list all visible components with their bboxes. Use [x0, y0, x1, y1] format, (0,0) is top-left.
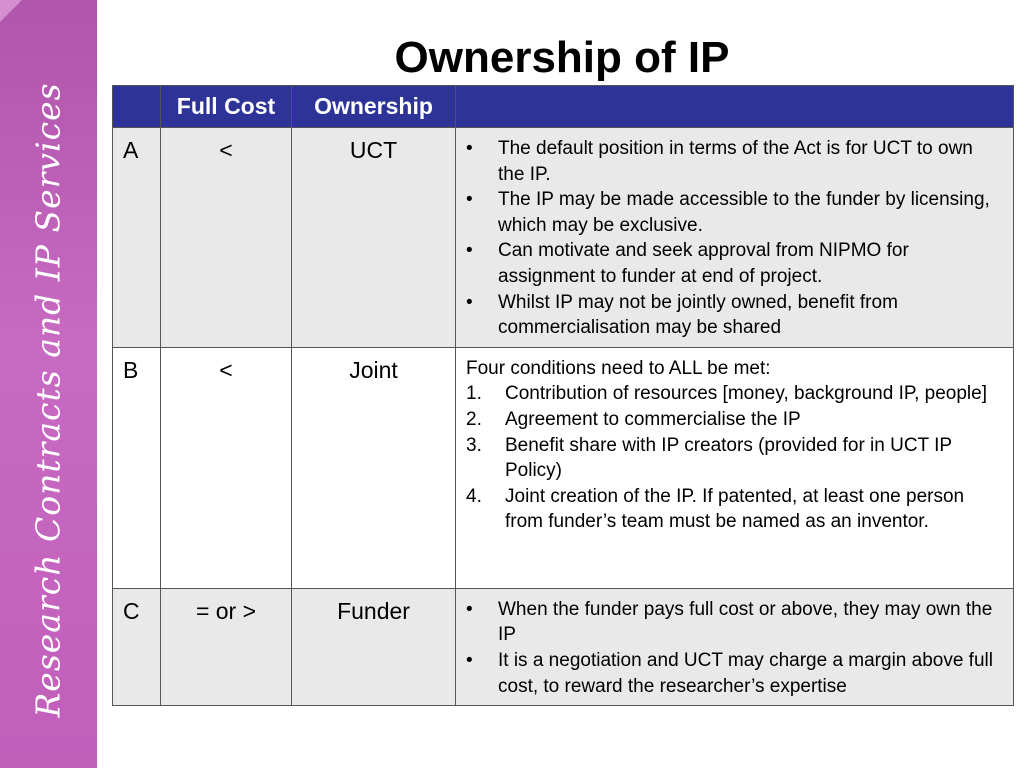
conditions-intro: Four conditions need to ALL be met: [466, 357, 771, 379]
number-marker: 3. [466, 434, 482, 456]
list-item [466, 238, 1003, 289]
list-item [466, 187, 1003, 238]
number-marker: 2. [466, 408, 482, 430]
bullet-marker: • [466, 138, 473, 159]
list-item-text: Benefit share with IP creators (provided for in UCT IP Policy) [505, 434, 952, 482]
numbered-list [466, 381, 1003, 535]
list-item [466, 381, 1003, 407]
list-item [466, 433, 1003, 484]
ownership-cell: Joint [292, 347, 456, 588]
full-cost-cell: < [161, 128, 292, 348]
bullet-marker: • [466, 649, 473, 671]
list-item-text: The default position in terms of the Act is for UCT to own the IP. [498, 138, 973, 185]
list-item-text: Contribution of resources [money, background IP, people] [505, 383, 987, 405]
table-header-row [113, 86, 1014, 128]
list-item-text: Whilst IP may not be jointly owned, benefit from commercialisation may be shared [498, 291, 898, 339]
ownership-cell: UCT [292, 128, 456, 348]
description-cell [456, 128, 1014, 348]
list-item [466, 136, 1003, 187]
header-full-cost: Full Cost [161, 86, 292, 128]
bullet-marker: • [466, 291, 473, 313]
list-item [466, 648, 1003, 699]
ip-ownership-table [112, 85, 1014, 706]
bullet-list [466, 136, 1003, 341]
row-label: C [113, 588, 161, 705]
sidebar-label: Research Contracts and IP Services [28, 82, 68, 718]
sidebar-banner [0, 0, 97, 768]
table-row [113, 128, 1014, 348]
list-item-text: Agreement to commercialise the IP [505, 408, 801, 430]
number-marker: 4. [466, 485, 482, 507]
description-cell [456, 347, 1014, 588]
description-cell [456, 588, 1014, 705]
list-item-text: When the funder pays full cost or above, they may own the IP [498, 598, 993, 646]
list-item [466, 407, 1003, 433]
number-marker: 1. [466, 383, 482, 405]
bullet-marker: • [466, 240, 473, 262]
list-item [466, 290, 1003, 341]
full-cost-cell: < [161, 347, 292, 588]
table-row [113, 347, 1014, 588]
bullet-marker: • [466, 598, 473, 620]
list-item-text: It is a negotiation and UCT may charge a margin above full cost, to reward the researcher’s expertise [498, 649, 993, 697]
list-item-text: Can motivate and seek approval from NIPMO for assignment to funder at end of project. [498, 240, 909, 287]
table-row [113, 588, 1014, 705]
full-cost-cell: = or > [161, 588, 292, 705]
bullet-list [466, 597, 1003, 699]
row-label: A [113, 128, 161, 348]
bullet-marker: • [466, 189, 473, 211]
list-item [466, 484, 1003, 535]
list-item [466, 597, 1003, 648]
page-title: Ownership of IP [394, 33, 730, 82]
header-label [113, 86, 161, 128]
list-item-text: Joint creation of the IP. If patented, at least one person from funder’s team must be named as an inventor. [505, 485, 965, 533]
header-description [456, 86, 1014, 128]
ownership-cell: Funder [292, 588, 456, 705]
list-item-text: The IP may be made accessible to the funder by licensing, which may be exclusive. [498, 189, 990, 236]
page-fold-corner [0, 0, 22, 22]
header-ownership: Ownership [292, 86, 456, 128]
row-label: B [113, 347, 161, 588]
